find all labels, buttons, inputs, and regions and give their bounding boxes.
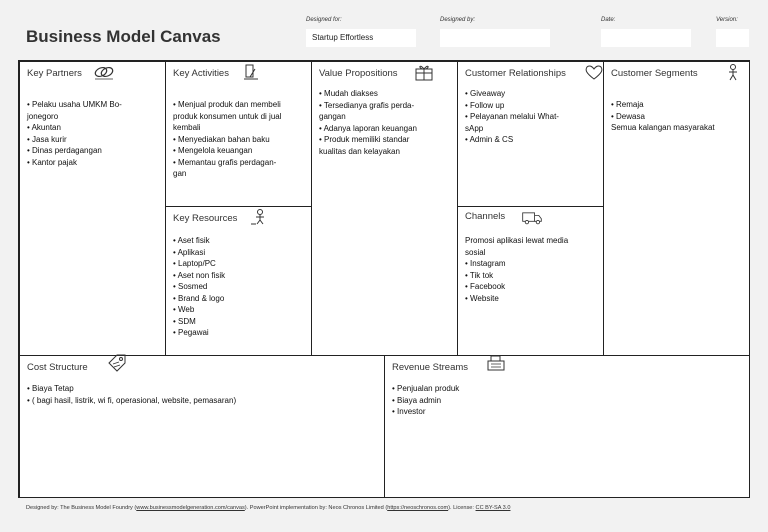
gift-icon [413,63,435,82]
list-item: • Aplikasi [173,247,206,257]
block-content [27,99,159,168]
designed-for-label: Designed for: [306,17,342,23]
block-revenue-streams [384,355,750,498]
list-item: • Pelayanan melalui What- [465,112,559,121]
block-customer-segments [603,61,750,356]
list-item: • Follow up [465,100,505,110]
business-model-canvas [18,60,750,498]
list-item: • Website [465,293,499,303]
block-title: Key Resources [173,213,238,224]
designed-by-label: Designed by: [440,17,476,23]
block-title: Customer Segments [611,68,698,79]
list-item: kembali [173,123,201,132]
list-item: Promosi aplikasi lewat media [465,236,569,245]
price-tag-icon [106,353,128,372]
block-content [27,383,378,406]
list-item: • Aset fisik [173,236,210,245]
block-content [319,88,451,157]
block-title: Key Partners [27,68,82,79]
block-customer-relationships [457,61,604,207]
list-item: • Pelaku usaha UMKM Bo- [27,100,122,109]
list-item: Semua kalangan masyarakat [611,123,715,132]
list-item: • Mudah diakses [319,89,378,98]
block-value-propositions [311,61,458,356]
designed-by-field[interactable] [440,29,550,47]
list-item: • ( bagi hasil, listrik, wi fi, operasional, website, pemasaran) [27,395,237,405]
list-item: • Tersedianya grafis perda- [319,100,415,110]
chain-link-icon [93,63,115,82]
list-item: • Laptop/PC [173,259,216,268]
list-item: • Remaja [611,100,644,109]
list-item: • Mengelola keuangan [173,146,253,155]
list-item: • Facebook [465,282,506,291]
list-item: • Investor [392,407,426,416]
list-item: sosial [465,247,486,257]
designed-for-field[interactable]: Startup Effortless [306,29,416,47]
list-item: • Instagram [465,259,506,268]
list-item: • Aset non fisik [173,270,226,280]
date-label: Date: [601,17,616,23]
block-content [465,88,597,146]
truck-icon [521,208,543,227]
list-item: • Web [173,305,195,314]
list-item: • Menjual produk dan membeli [173,100,281,109]
block-title: Channels [465,211,506,222]
block-content [611,99,743,134]
worker-icon [248,208,270,227]
list-item: • Pegawai [173,328,209,337]
list-item: • Dinas perdagangan [27,146,102,155]
footer-link-canvas[interactable]: www.businessmodelgeneration.com/canvas [136,505,245,511]
list-item: • Kantor pajak [27,157,77,167]
list-item: • Brand & logo [173,293,225,303]
block-channels [457,206,604,356]
list-item: • Memantau grafis perdagan- [173,157,277,167]
checklist-icon [240,63,262,82]
footer-text: Designed by: The Business Model Foundry ( [26,505,137,511]
canvas-title: Business Model Canvas [26,27,221,46]
block-key-resources [165,206,312,356]
list-item: gangan [319,112,346,121]
list-item: • Giveaway [465,89,506,98]
footer-link-neoschronos[interactable]: https://neoschronos.com [387,505,449,511]
block-content [173,235,305,339]
list-item: • SDM [173,316,196,326]
list-item: • Sosmed [173,282,208,291]
list-item: produk konsumen untuk di jual [173,111,282,121]
footer-credits [26,505,510,511]
person-icon [722,63,744,82]
list-item: • Biaya Tetap [27,384,74,393]
footer-link-license[interactable]: CC BY-SA 3.0 [475,505,511,511]
list-item: • Menyediakan bahan baku [173,134,270,144]
list-item: • Admin & CS [465,135,514,144]
footer-text: ). PowerPoint implementation by: Neos Chronos Limited ( [244,505,388,511]
block-title: Cost Structure [27,362,88,373]
block-title: Key Activities [173,68,229,79]
list-item: • Tik tok [465,270,494,280]
version-label: Version: [716,17,738,23]
date-field[interactable] [601,29,691,47]
cash-register-icon [485,353,507,372]
version-field[interactable] [716,29,749,47]
list-item: • Penjualan produk [392,384,460,393]
heart-icon [583,63,605,82]
list-item: sApp [465,123,484,133]
list-item: • Akuntan [27,123,61,132]
footer-text: ). License: [448,505,476,511]
block-title: Customer Relationships [465,68,566,79]
list-item: kualitas dan kelayakan [319,146,400,156]
list-item: • Adanya laporan keuangan [319,123,417,133]
list-item: • Produk memiliki standar [319,135,410,144]
block-cost-structure [19,355,385,498]
block-content [173,99,305,180]
list-item: • Jasa kurir [27,134,67,144]
block-content [465,235,597,304]
block-title: Revenue Streams [392,362,469,373]
block-key-activities [165,61,312,207]
block-key-partners [19,61,166,356]
block-content [392,383,743,418]
list-item: gan [173,169,187,178]
list-item: jonegoro [27,111,59,121]
list-item: • Biaya admin [392,395,442,405]
list-item: • Dewasa [611,111,645,121]
block-title: Value Propositions [319,68,398,79]
